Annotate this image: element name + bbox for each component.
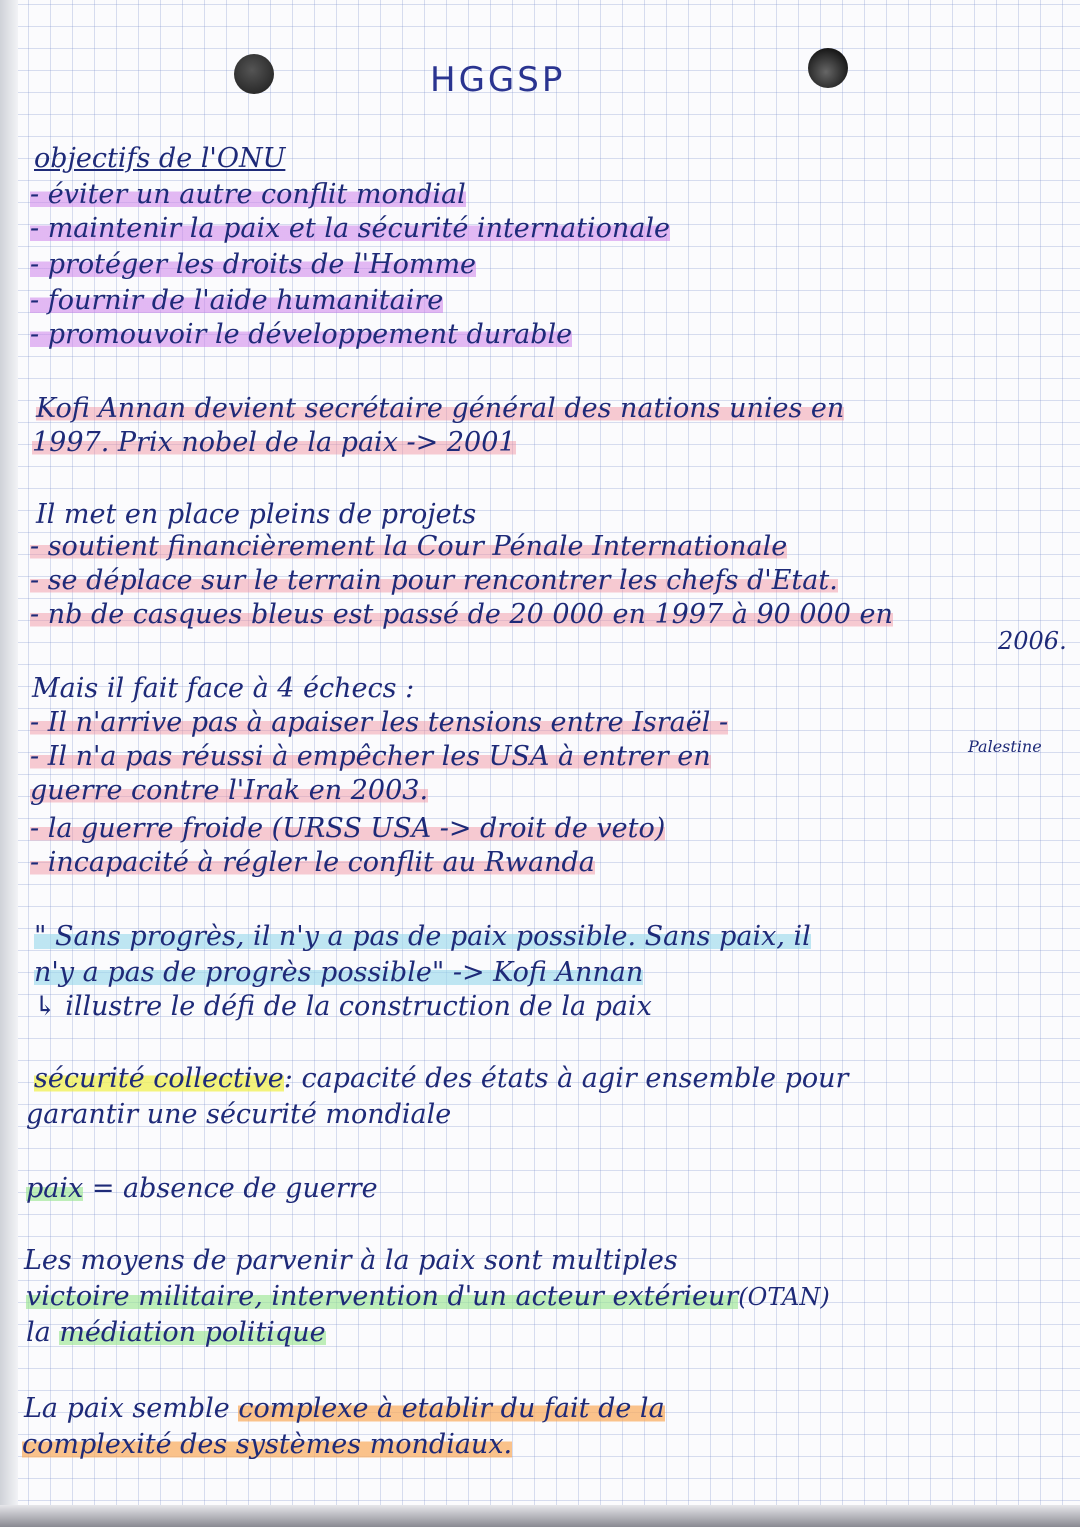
objective-item: - éviter un autre conflit mondial	[30, 179, 466, 210]
definition-securite: sécurité collective: capacité des états à agir ensemble pour	[34, 1063, 849, 1094]
conclusion-line: La paix semble complexe à etablir du fait de la	[24, 1393, 665, 1424]
quote-comment: ↳ illustre le défi de la construction de la paix	[34, 991, 652, 1022]
project-item: - soutient financièrement la Cour Pénale Internationale	[30, 531, 788, 562]
securite-term: sécurité collective	[34, 1063, 284, 1094]
page-title: HGGSP	[430, 60, 566, 100]
objectives-heading: objectifs de l'ONU	[34, 143, 286, 174]
paper-left-edge	[0, 0, 18, 1527]
definition-securite-cont: garantir une sécurité mondiale	[26, 1099, 452, 1130]
binder-hole-left	[234, 54, 274, 94]
conclusion-line: complexité des systèmes mondiaux.	[22, 1429, 513, 1460]
annan-line: 1997. Prix nobel de la paix -> 2001	[32, 427, 516, 458]
failure-item: - Il n'arrive pas à apaiser les tensions entre Israël -	[30, 707, 729, 738]
projects-heading: Il met en place pleins de projets	[36, 499, 477, 530]
palestine-note: Palestine	[968, 737, 1042, 756]
failure-item: - incapacité à régler le conflit au Rwanda	[30, 847, 595, 878]
objective-item: - promouvoir le développement durable	[30, 319, 573, 350]
failure-item: - la guerre froide (URSS USA -> droit de veto)	[30, 813, 666, 844]
binder-hole-right	[808, 48, 848, 88]
moyens-line: la médiation politique	[26, 1317, 326, 1348]
objective-item: - maintenir la paix et la sécurité internationale	[30, 213, 671, 244]
failure-item: - Il n'a pas réussi à empêcher les USA à entrer en	[30, 741, 711, 772]
failure-item: guerre contre l'Irak en 2003.	[30, 775, 429, 806]
year-continuation: 2006.	[998, 627, 1067, 655]
quote-line: n'y a pas de progrès possible" -> Kofi Annan	[34, 957, 644, 988]
objective-item: - fournir de l'aide humanitaire	[30, 285, 444, 316]
failures-heading: Mais il fait face à 4 échecs :	[32, 673, 415, 704]
paix-term: paix	[26, 1173, 84, 1204]
photo-bottom-edge	[0, 1505, 1080, 1527]
annan-line: Kofi Annan devient secrétaire général des nations unies en	[36, 393, 845, 424]
moyens-line: victoire militaire, intervention d'un acteur extérieur(OTAN)	[26, 1281, 830, 1312]
project-item: - se déplace sur le terrain pour rencontrer les chefs d'Etat.	[30, 565, 838, 596]
objective-item: - protéger les droits de l'Homme	[30, 249, 477, 280]
moyens-line: Les moyens de parvenir à la paix sont multiples	[24, 1245, 678, 1276]
quote-line: " Sans progrès, il n'y a pas de paix possible. Sans paix, il	[34, 921, 811, 952]
project-item: - nb de casques bleus est passé de 20 000 en 1997 à 90 000 en	[30, 599, 893, 630]
definition-paix: paix = absence de guerre	[26, 1173, 378, 1204]
